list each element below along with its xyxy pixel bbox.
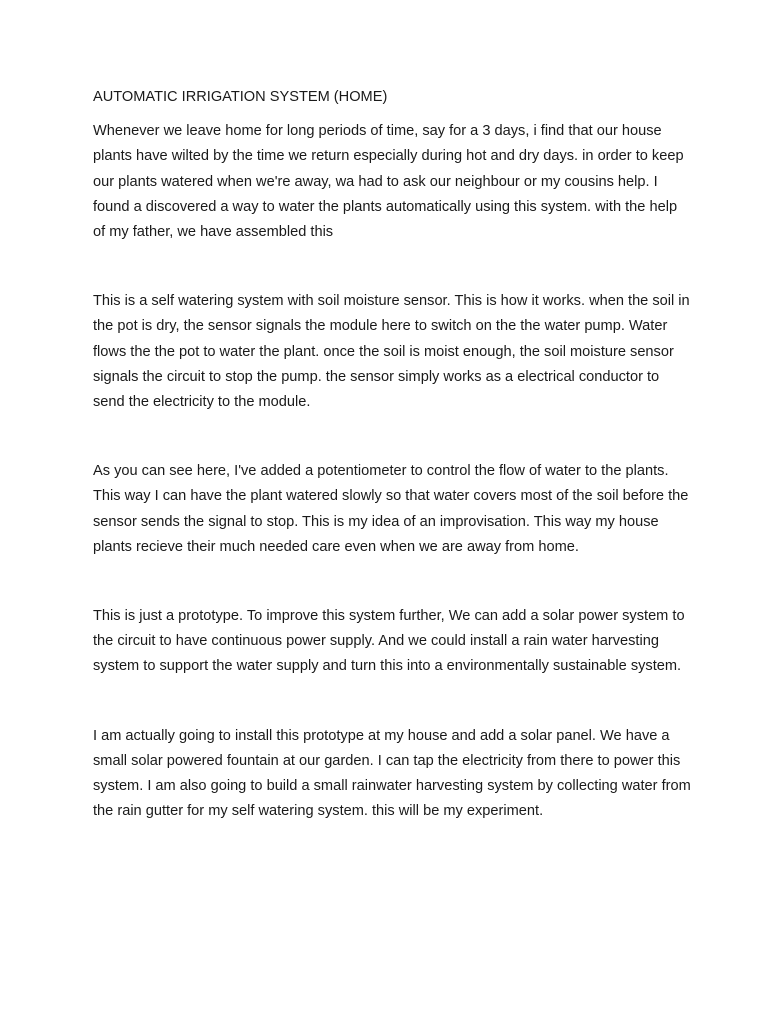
paragraph-how-it-works: This is a self watering system with soil moisture sensor. This is how it works. when the soil in the pot is dry, the sensor signals the module here to switch on the the water pump. Water flows the the pot to water the plant. once the soil is moist enough, the soil moisture sensor signals the circuit to stop the pump. the sensor simply works as a electrical conductor to send the electricity to the module.	[93, 293, 690, 411]
document-body	[93, 85, 693, 868]
paragraph-potentiometer: As you can see here, I've added a potentiometer to control the flow of water to the plants. This way I can have the plant watered slowly so that water covers most of the soil before the sensor sends the signal to stop. This is my idea of an improvisation. This way my house plants recieve their much needed care even when we are away from home.	[93, 463, 689, 555]
paragraph-prototype: This is just a prototype. To improve this system further, We can add a solar power system to the circuit to have continuous power supply. And we could install a rain water harvesting system to support the water supply and turn this into a environmentally sustainable system.	[93, 608, 685, 675]
paragraph-experiment: I am actually going to install this prototype at my house and add a solar panel. We have a small solar powered fountain at our garden. I can tap the electricity from there to power this system. I am also going to build a small rainwater harvesting system by collecting water from the rain gutter for my self watering system. this will be my experiment.	[93, 727, 691, 820]
paragraph-intro: Whenever we leave home for long periods of time, say for a 3 days, i find that our house plants have wilted by the time we return especially during hot and dry days. in order to keep our plants watered when we're away, wa had to ask our neighbour or my cousins help. I found a discovered a way to water the plants automatically using this system. with the help of my father, we have assembled this	[93, 123, 684, 241]
document-title: AUTOMATIC IRRIGATION SYSTEM (HOME)	[93, 89, 388, 105]
